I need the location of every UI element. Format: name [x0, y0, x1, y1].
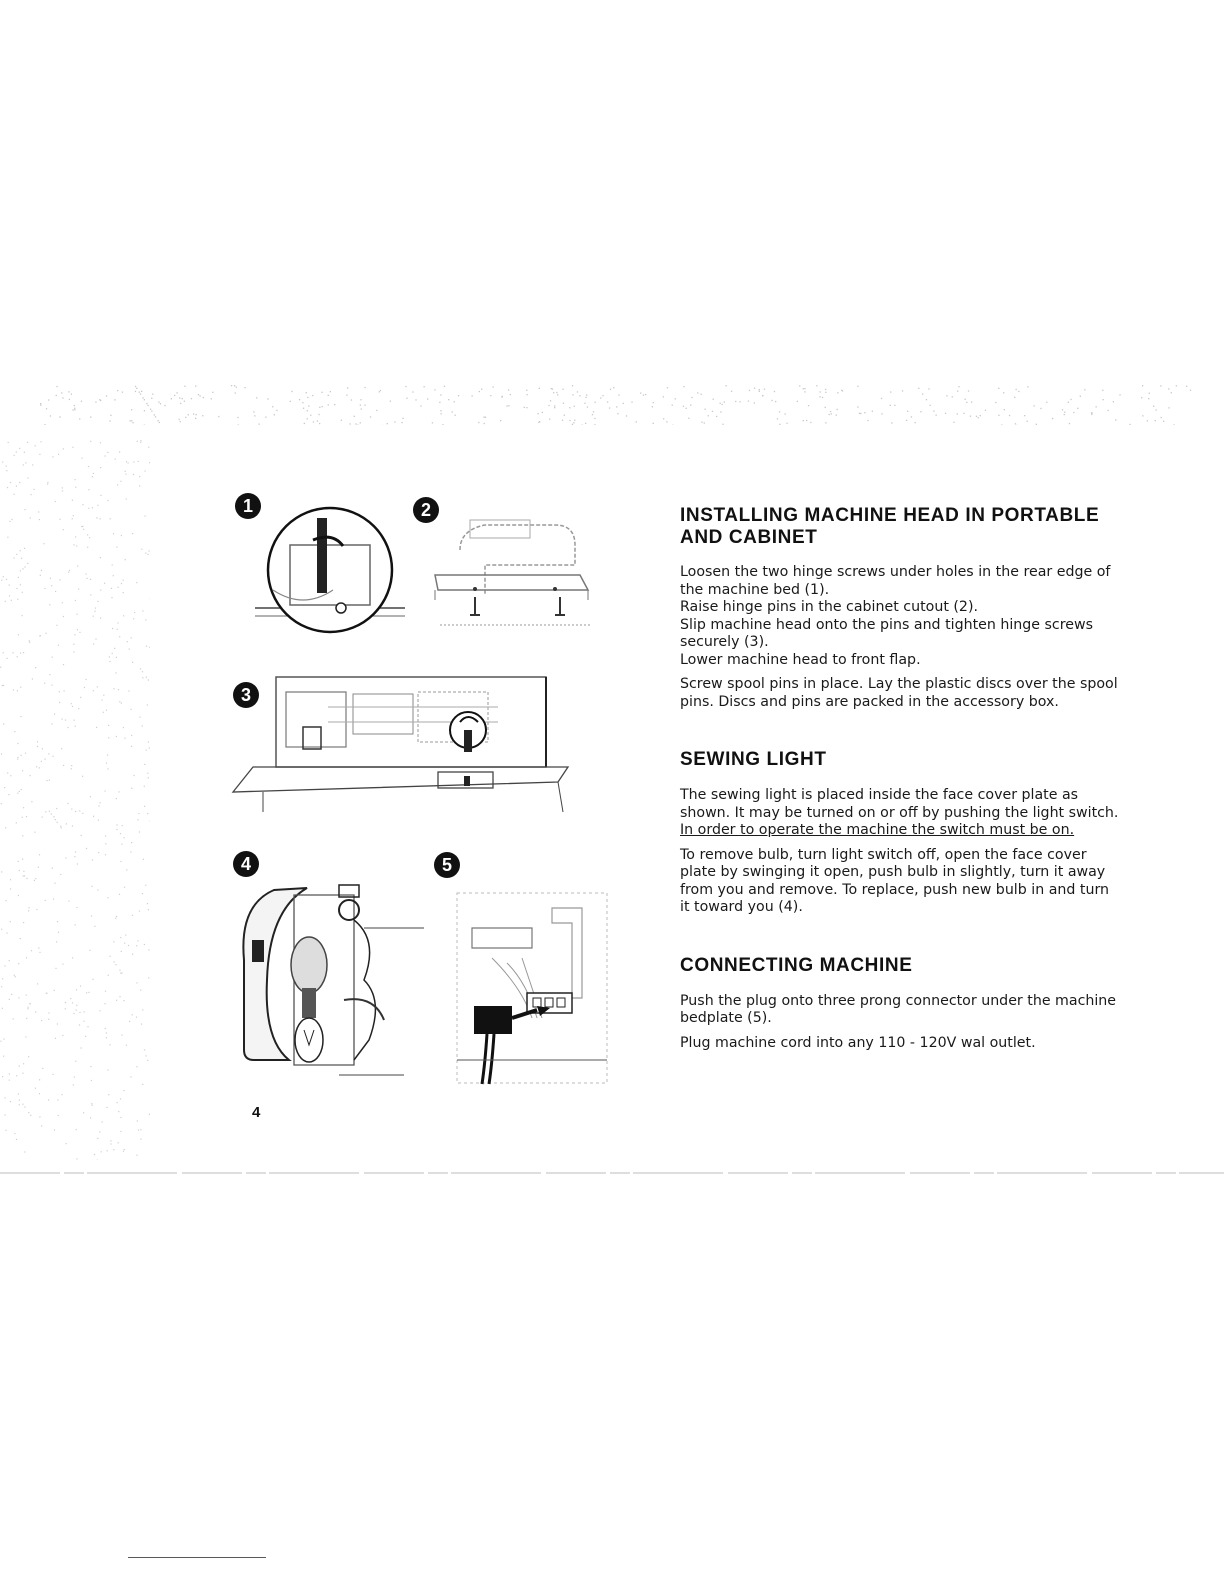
installing-paragraph-2: Screw spool pins in place. Lay the plastic discs over the spool pins. Discs and pins are packed in the accessory box. [680, 676, 1118, 710]
scan-edge-dots [0, 440, 150, 1160]
connecting-heading: CONNECTING MACHINE [680, 954, 913, 976]
sewing-light-paragraph-2: To remove bulb, turn light switch off, open the face cover plate by swinging it open, push bulb in slightly, turn it away from you and remove. To replace, push new bulb in and turn it toward you (4). [680, 846, 1110, 915]
installing-heading: INSTALLING MACHINE HEAD IN PORTABLE AND CABINET [680, 505, 1100, 548]
figure-3-badge: 3 [233, 682, 259, 708]
sewing-light-heading: SEWING LIGHT [680, 749, 827, 770]
scan-noise-band [0, 385, 1224, 425]
installing-paragraph-1: Loosen the two hinge screws under holes in the rear edge of the machine bed (1). Raise hinge pins in the cabinet cutout (2). Slip machine head onto the pins and tighten hinge screws securely (3). Lower machine head to front flap. [680, 564, 1111, 668]
bottom-rule [0, 1172, 1224, 1174]
figure-5-plug-connector-icon [452, 888, 612, 1088]
figure-4-badge: 4 [233, 851, 259, 877]
figure-4-face-cover-bulb-icon [234, 880, 434, 1085]
connecting-paragraph-2: Plug machine cord into any 110 - 120V wal outlet. [680, 1034, 1036, 1051]
figure-3-machine-rear-icon [228, 672, 573, 820]
figure-1-badge: 1 [235, 493, 261, 519]
figure-1-hinge-screw-icon [255, 500, 405, 635]
sewing-light-paragraph-1: The sewing light is placed inside the face cover plate as shown. It may be turned on or off by pushing the light switch. In order to operate the machine the switch must be on. [680, 787, 1150, 840]
footer-link-underline [128, 1557, 266, 1558]
page-number: 4 [252, 1104, 261, 1121]
switch-note-underlined: In order to operate the machine the switch must be on. [680, 822, 1075, 838]
connecting-paragraph-1: Push the plug onto three prong connector under the machine bedplate (5). [680, 992, 1117, 1026]
figure-5-badge: 5 [434, 852, 460, 878]
text-column [680, 505, 1150, 1052]
figure-2-machine-on-pins-icon [430, 505, 595, 630]
figure-2-badge: 2 [413, 497, 439, 523]
